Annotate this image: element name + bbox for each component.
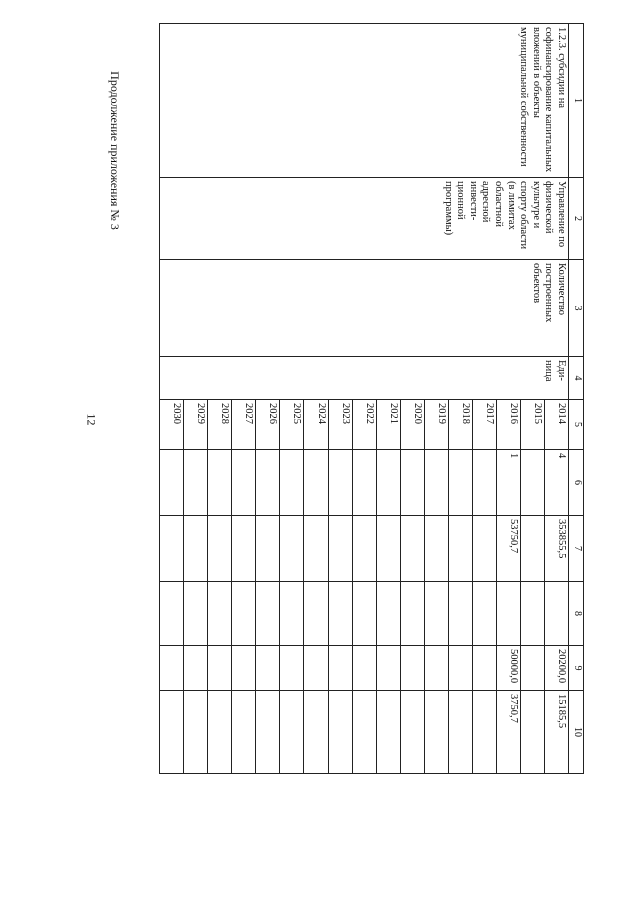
value-cell: 50000,0 [496,646,520,691]
year-cell: 2028 [208,400,232,450]
value-cell [208,646,232,691]
value-cell [184,691,208,774]
value-cell: 4 [544,450,568,516]
value-cell [424,582,448,646]
year-cell: 2025 [280,400,304,450]
value-cell [352,646,376,691]
value-cell [184,450,208,516]
executor-cell: Управление по физической культуре и спорту области (в лимитах областной адресной инвести-ционной программы) [160,178,569,260]
value-cell [472,582,496,646]
value-cell [544,582,568,646]
value-cell [328,691,352,774]
value-cell [328,450,352,516]
value-cell [448,646,472,691]
year-cell: 2019 [424,400,448,450]
year-cell: 2016 [496,400,520,450]
column-number: 4 [569,357,584,400]
column-number: 5 [569,400,584,450]
value-cell [160,450,184,516]
value-cell: 1 [496,450,520,516]
value-cell [424,516,448,582]
year-cell: 2014 [544,400,568,450]
column-number: 3 [569,260,584,357]
value-cell [496,582,520,646]
value-cell [208,582,232,646]
appendix-title [104,60,124,240]
value-cell [376,646,400,691]
value-cell [424,646,448,691]
value-cell [424,450,448,516]
value-cell [160,516,184,582]
value-cell [184,516,208,582]
column-number: 9 [569,646,584,691]
value-cell [184,582,208,646]
value-cell [376,450,400,516]
unit-cell: Еди-ница [160,357,569,400]
value-cell [256,450,280,516]
value-cell: 15185,5 [544,691,568,774]
value-cell [448,691,472,774]
value-cell [472,450,496,516]
value-cell [448,516,472,582]
year-cell: 2021 [376,400,400,450]
value-cell [520,450,544,516]
value-cell [424,691,448,774]
value-cell [304,646,328,691]
value-cell: 353855,5 [544,516,568,582]
value-cell [208,450,232,516]
value-cell [400,450,424,516]
year-cell: 2022 [352,400,376,450]
value-cell [328,646,352,691]
value-cell [520,582,544,646]
value-cell [256,646,280,691]
activity-cell: 1.2.3. субсидии на софинансирование капитальных вложений в объекты муниципальной собственности [160,24,569,178]
value-cell [448,582,472,646]
value-cell: 20200,0 [544,646,568,691]
value-cell [160,691,184,774]
value-cell [232,582,256,646]
value-cell [280,582,304,646]
year-cell: 2027 [232,400,256,450]
value-cell [472,516,496,582]
table-row [544,24,568,774]
value-cell [280,450,304,516]
year-cell: 2029 [184,400,208,450]
column-number: 8 [569,582,584,646]
value-cell: 53750,7 [496,516,520,582]
indicator-cell: Количество построенных объектов [160,260,569,357]
column-number: 2 [569,178,584,260]
value-cell [352,450,376,516]
page-number-text: 12 [84,413,99,425]
year-cell: 2026 [256,400,280,450]
value-cell [472,691,496,774]
value-cell [160,646,184,691]
value-cell: 3750,7 [496,691,520,774]
value-cell [208,516,232,582]
value-cell [520,516,544,582]
value-cell [400,516,424,582]
value-cell [304,450,328,516]
value-cell [520,691,544,774]
value-cell [280,516,304,582]
value-cell [232,450,256,516]
value-cell [328,516,352,582]
column-number: 6 [569,450,584,516]
value-cell [352,516,376,582]
year-cell: 2017 [472,400,496,450]
value-cell [256,582,280,646]
value-cell [160,582,184,646]
value-cell [400,582,424,646]
value-cell [376,691,400,774]
year-cell: 2023 [328,400,352,450]
value-cell [400,691,424,774]
value-cell [232,516,256,582]
program-table [159,23,584,773]
column-number-row [569,24,584,774]
value-cell [256,691,280,774]
column-number: 10 [569,691,584,774]
value-cell [304,516,328,582]
year-cell: 2024 [304,400,328,450]
value-cell [520,646,544,691]
value-cell [352,691,376,774]
value-cell [448,450,472,516]
value-cell [400,646,424,691]
value-cell [280,646,304,691]
value-cell [208,691,232,774]
value-cell [352,582,376,646]
value-cell [280,691,304,774]
value-cell [184,646,208,691]
year-cell: 2020 [400,400,424,450]
data-table [159,23,584,774]
value-cell [256,516,280,582]
value-cell [304,582,328,646]
value-cell [376,516,400,582]
year-cell: 2015 [520,400,544,450]
value-cell [472,646,496,691]
column-number: 7 [569,516,584,582]
year-cell: 2030 [160,400,184,450]
value-cell [304,691,328,774]
value-cell [232,646,256,691]
column-number: 1 [569,24,584,178]
value-cell [232,691,256,774]
year-cell: 2018 [448,400,472,450]
page-number [84,406,98,432]
value-cell [328,582,352,646]
value-cell [376,582,400,646]
appendix-title-text: Продолжение приложения № 3 [107,70,122,230]
